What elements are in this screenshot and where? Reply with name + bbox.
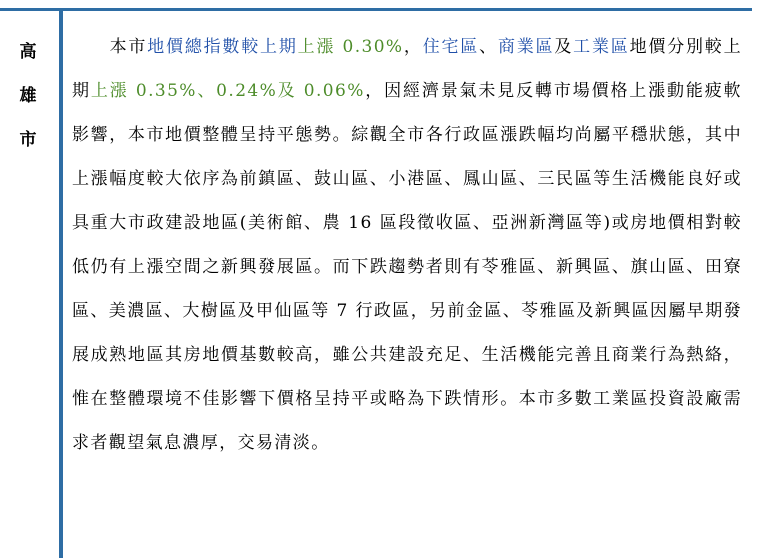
land-price-paragraph <box>72 25 742 465</box>
text-run: 及 <box>554 37 574 57</box>
city-char: 高 <box>19 42 37 62</box>
top-rule <box>0 8 752 11</box>
text-run: ， <box>403 37 423 57</box>
text-run: 地價總指數較上期 <box>147 37 298 57</box>
text-run: 本市 <box>72 37 148 57</box>
city-label <box>16 30 40 162</box>
text-run: 工業區 <box>573 37 630 57</box>
text-run: 商業區 <box>497 37 555 57</box>
text-run: ，因經濟景氣未見反轉市場價格上漲動能疲軟影響，本市地價整體呈持平態勢。綜觀全市各行政區漲跌幅均尚屬平穩狀態，其中上漲幅度較大依序為前鎮區、鼓山區、小港區、鳳山區、三民區等生活機能良好或具重大市政建設地區(美術館、農 16 區段徵收區、亞洲新灣區等)或房地價相對較低仍有上漲空間之新興發展區。而下跌趨勢者則有苓雅區、新興區、旗山區、田寮區、美濃區、大樹區及甲仙區等 7 行政區，另前金區、苓雅區及新興區因屬早期發展成熟地區其房地價基數較高，雖公共建設充足、生活機能完善且商業行為熱絡，惟在整體環境不佳影響下價格呈持平或略為下跌情形。本市多數工業區投資設廠需求者觀望氣息濃厚，交易清淡。 <box>72 81 743 453</box>
text-run: 、 <box>479 37 498 57</box>
text-run: 住宅區 <box>422 37 480 57</box>
text-run: 地價分別較上期 <box>72 37 743 101</box>
city-char: 雄 <box>19 86 37 106</box>
text-run: 上漲 0.30% <box>297 37 404 57</box>
city-char: 市 <box>19 130 37 150</box>
text-run: 上漲 0.35%、0.24%及 0.06% <box>90 81 365 101</box>
side-rule <box>59 8 63 558</box>
